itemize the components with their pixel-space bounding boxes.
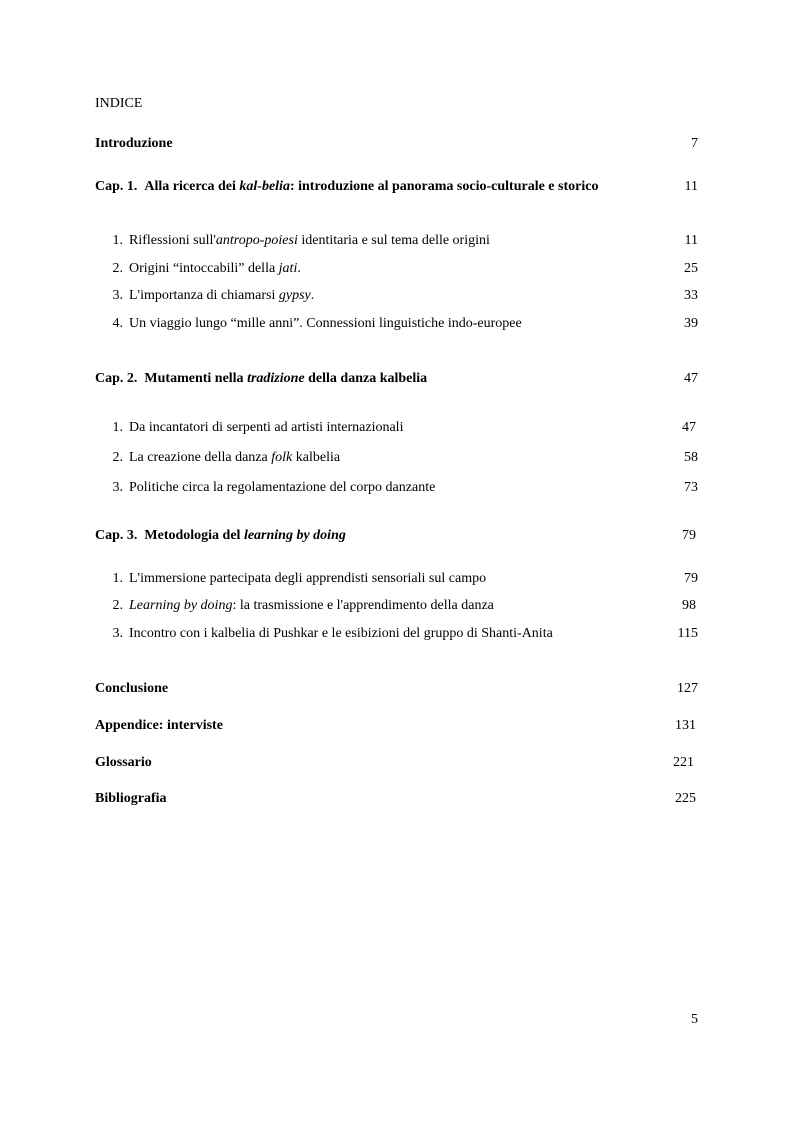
toc-cap3-item-2: 2. Learning by doing: la trasmissione e l'apprendimento della danza	[112, 598, 494, 613]
toc-cap3-item-3: 3. Incontro con i kalbelia di Pushkar e le esibizioni del gruppo di Shanti-Anita	[112, 626, 553, 641]
toc-glossario-page: 221	[673, 755, 694, 770]
toc-cap1-item-4: 4. Un viaggio lungo “mille anni”. Connessioni linguistiche indo-europee	[112, 316, 522, 331]
toc-cap1-item-3-page: 33	[684, 288, 698, 303]
toc-cap3-item-1: 1. L'immersione partecipata degli apprendisti sensoriali sul campo	[112, 571, 487, 586]
toc-cap1-item-1: 1. Riflessioni sull'antropo-poiesi identitaria e sul tema delle origini	[112, 233, 490, 248]
toc-cap3-page: 79	[682, 528, 696, 543]
toc-cap3-item-2-page: 98	[682, 598, 696, 613]
toc-cap1-page: 11	[684, 179, 698, 194]
toc-cap3-title: Cap. 3. Metodologia del learning by doing	[95, 528, 346, 543]
toc-cap1-item-2-page: 25	[684, 261, 698, 276]
toc-cap1-item-4-page: 39	[684, 316, 698, 331]
toc-cap2-item-1-page: 47	[682, 420, 696, 435]
toc-cap2-item-1: 1. Da incantatori di serpenti ad artisti internazionali	[112, 420, 404, 435]
toc-bibliografia-title: Bibliografia	[95, 791, 167, 806]
toc-cap2-item-2-page: 58	[684, 450, 698, 465]
toc-glossario-title: Glossario	[95, 755, 152, 770]
toc-cap1-item-1-page: 11	[684, 233, 698, 248]
toc-cap3-item-1-page: 79	[684, 571, 698, 586]
toc-cap1-item-2: 2. Origini “intoccabili” della jati.	[112, 261, 301, 276]
toc-cap2-item-2: 2. La creazione della danza folk kalbelia	[112, 450, 341, 465]
toc-cap1-title: Cap. 1. Alla ricerca dei kal-belia: introduzione al panorama socio-culturale e storico	[95, 179, 599, 194]
toc-bibliografia-page: 225	[675, 791, 696, 806]
toc-cap3-item-3-page: 115	[677, 626, 698, 641]
toc-cap2-item-3: 3. Politiche circa la regolamentazione del corpo danzante	[112, 480, 436, 495]
page-title: INDICE	[95, 96, 143, 111]
toc-introduzione-page: 7	[691, 136, 698, 151]
toc-cap2-item-3-page: 73	[684, 480, 698, 495]
toc-cap2-title: Cap. 2. Mutamenti nella tradizione della danza kalbelia	[95, 371, 428, 386]
toc-appendice-page: 131	[675, 718, 696, 733]
toc-cap2-page: 47	[684, 371, 698, 386]
page-number: 5	[691, 1012, 698, 1027]
toc-appendice-title: Appendice: interviste	[95, 718, 223, 733]
toc-conclusione-page: 127	[677, 681, 698, 696]
toc-conclusione-title: Conclusione	[95, 681, 169, 696]
toc-cap1-item-3: 3. L'importanza di chiamarsi gypsy.	[112, 288, 315, 303]
toc-introduzione-title: Introduzione	[95, 136, 173, 151]
